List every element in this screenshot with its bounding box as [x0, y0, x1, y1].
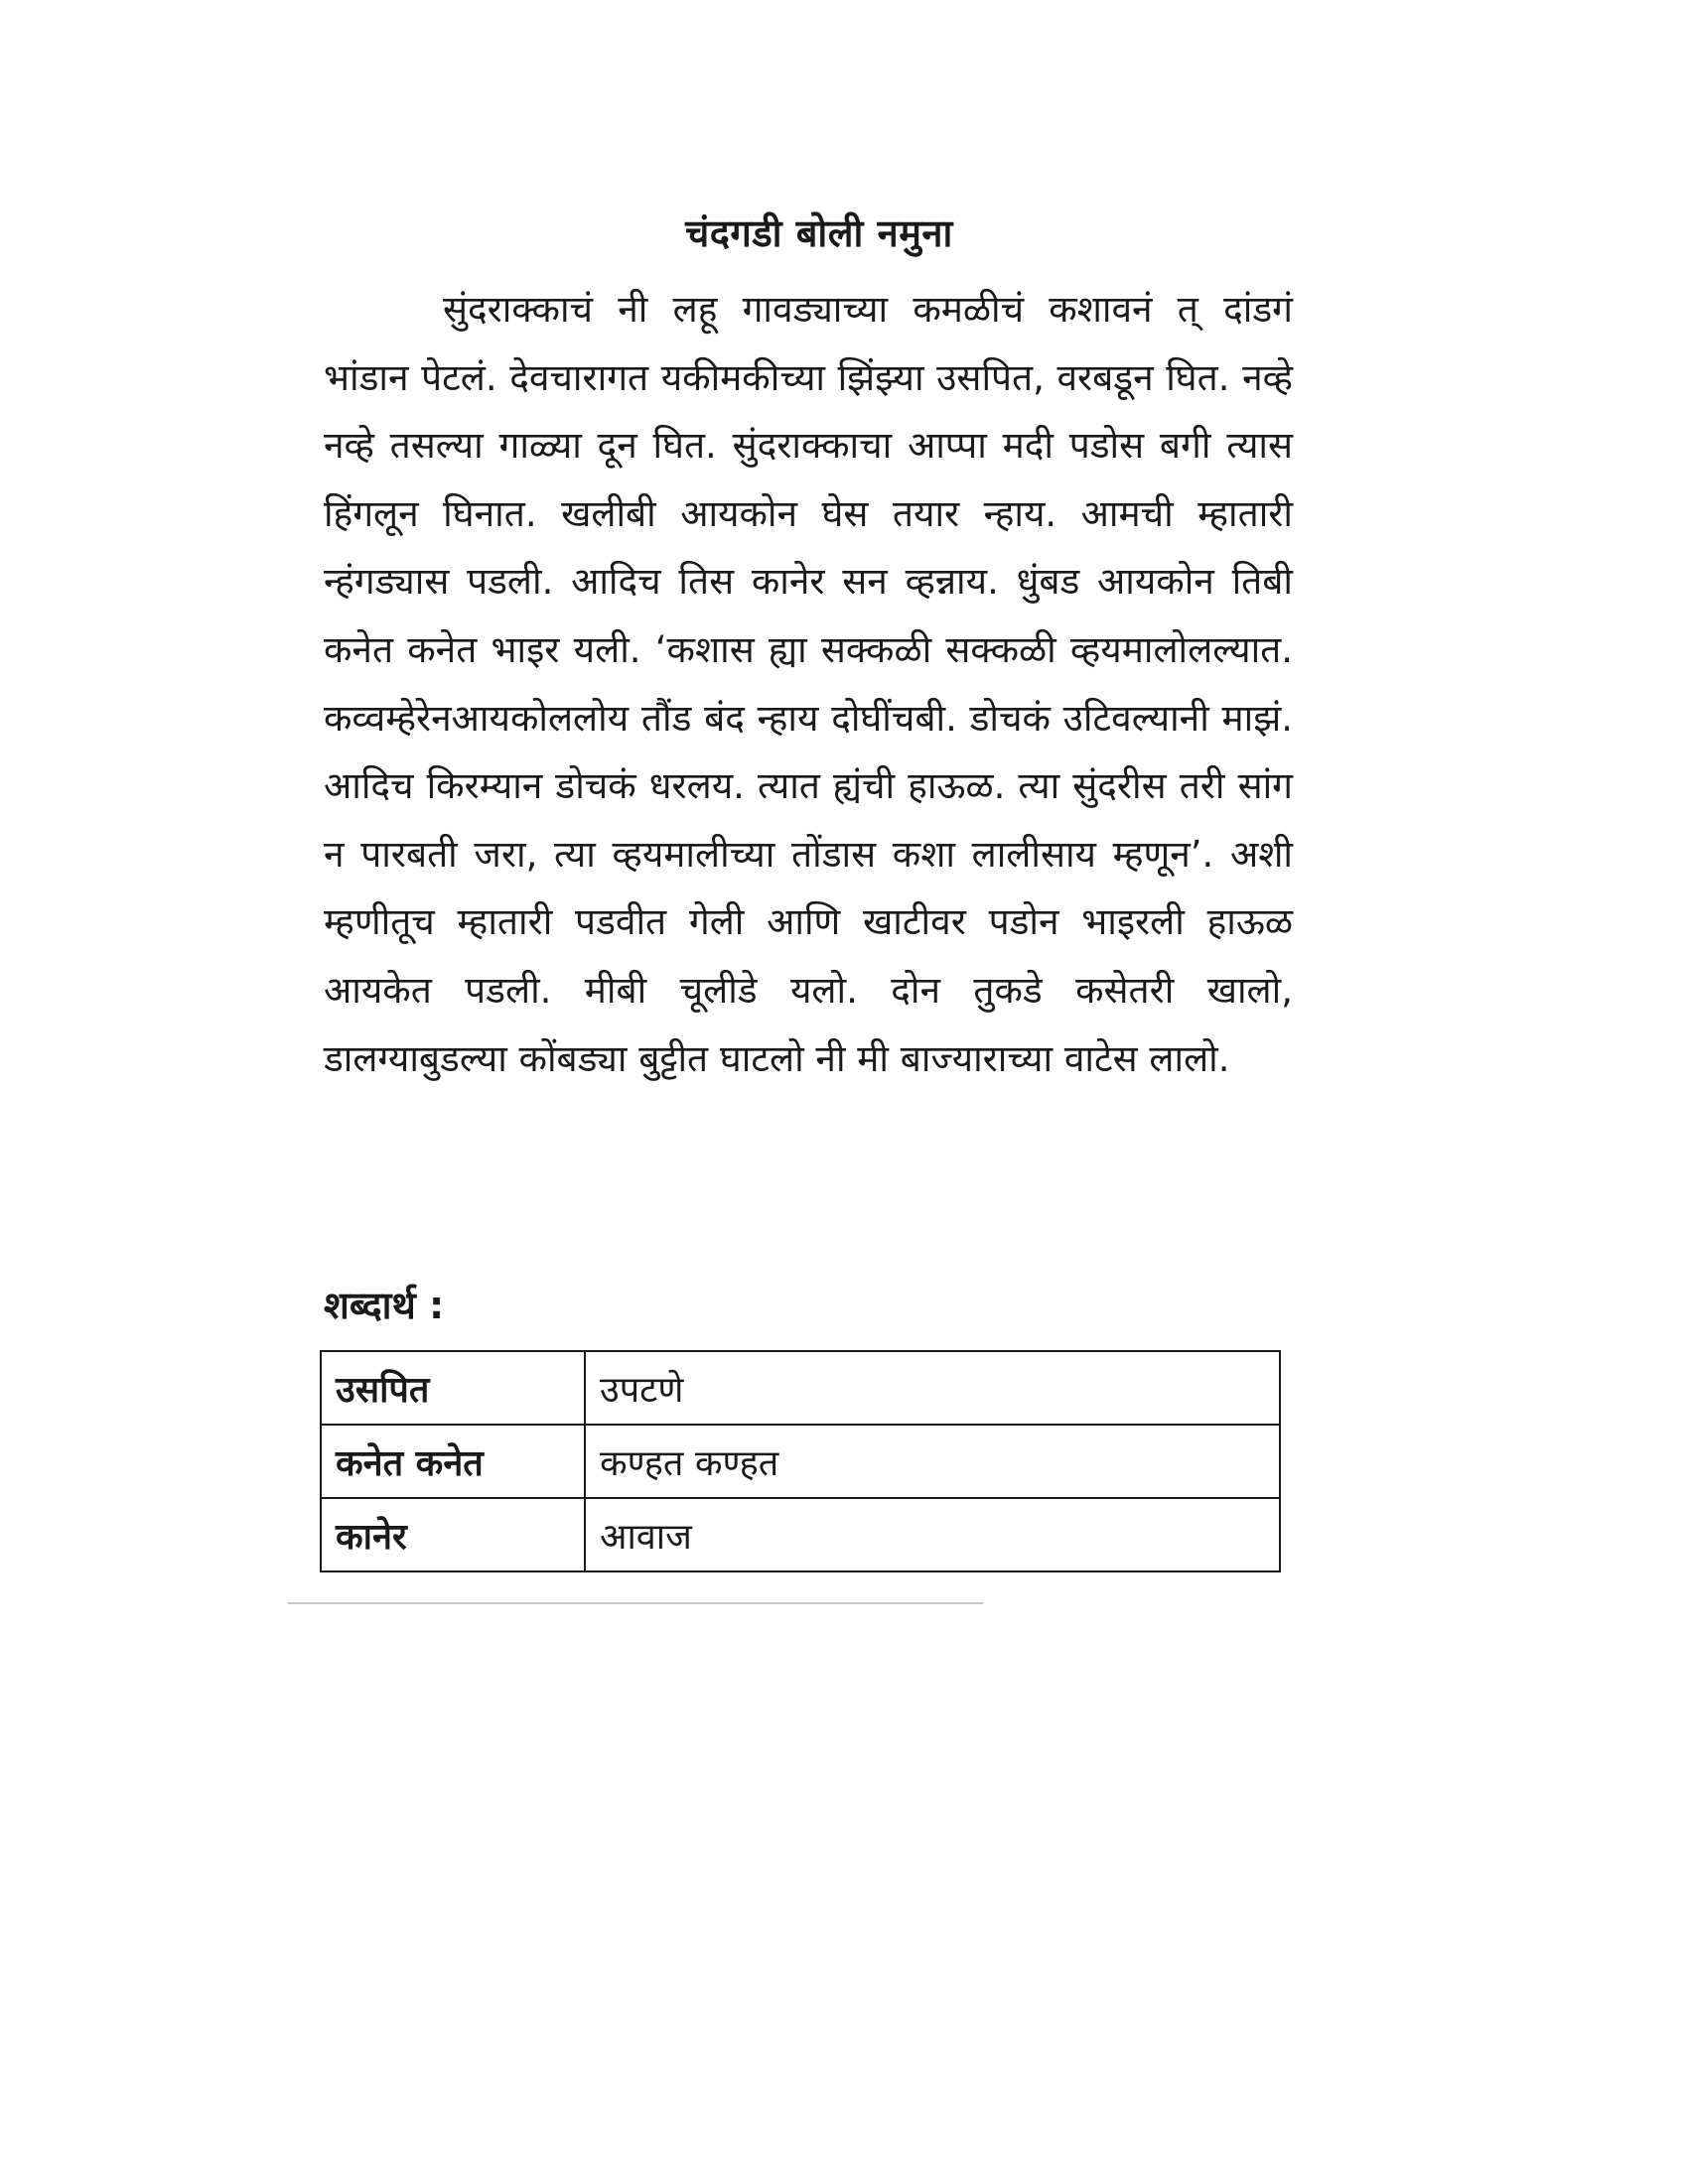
- glossary-meaning: आवाज: [585, 1498, 1280, 1571]
- body-paragraph: सुंदराक्काचं नी लहू गावड्याच्या कमळीचं कशावनं त् दांडगं भांडान पेटलं. देवचारागत यकीमकीच्या झिंझ्या उसपित, वरबडून घित. नव्हे नव्हे तसल्या गाळ्या दून घित. सुंदराक्काचा आप्पा मदी पडोस बगी त्यास हिंगलून घिनात. खलीबी आयकोन घेस तयार न्हाय. आमची म्हातारी न्हंगड्यास पडली. आदिच तिस कानेर सन व्हन्नाय. धुंबड आयकोन तिबी कनेत कनेत भाइर यली. ‘कशास ह्या सक्कळी सक्कळी व्हयमालोलल्यात. कव्वम्हेरेनआयकोललोय तौंड बंद न्हाय दोघींचबी. डोचकं उटिवल्यानी माझं. आदिच किरम्यान डोचकं धरलय. त्यात ह्यंची हाऊळ. त्या सुंदरीस तरी सांग न पारबती जरा, त्या व्हयमालीच्या तोंडास कशा लालीसाय म्हणून’. अशी म्हणीतूच म्हातारी पडवीत गेली आणि खाटीवर पडोन भाइरली हाऊळ आयकेत पडली. मीबी चूलीडे यलो. दोन तुकडे कसेतरी खालो, डालग्याबुडल्या कोंबड्या बुट्टीत घाटलो नी मी बाज्याराच्या वाटेस लालो.: [324, 288, 1293, 1080]
- document-title: चंदगडी बोली नमुना: [685, 211, 953, 255]
- table-row: [321, 1425, 1280, 1498]
- glossary-heading: शब्दार्थ :: [324, 1284, 445, 1327]
- glossary-meaning: उपटणे: [585, 1351, 1280, 1425]
- glossary-term: कनेत कनेत: [321, 1425, 585, 1498]
- table-row: [321, 1498, 1280, 1571]
- table-row: [321, 1351, 1280, 1425]
- glossary-term: उसपित: [321, 1351, 585, 1425]
- glossary-table: [320, 1350, 1281, 1572]
- divider: [288, 1602, 983, 1604]
- glossary-meaning: कण्हत कण्हत: [585, 1425, 1280, 1498]
- glossary-term: कानेर: [321, 1498, 585, 1571]
